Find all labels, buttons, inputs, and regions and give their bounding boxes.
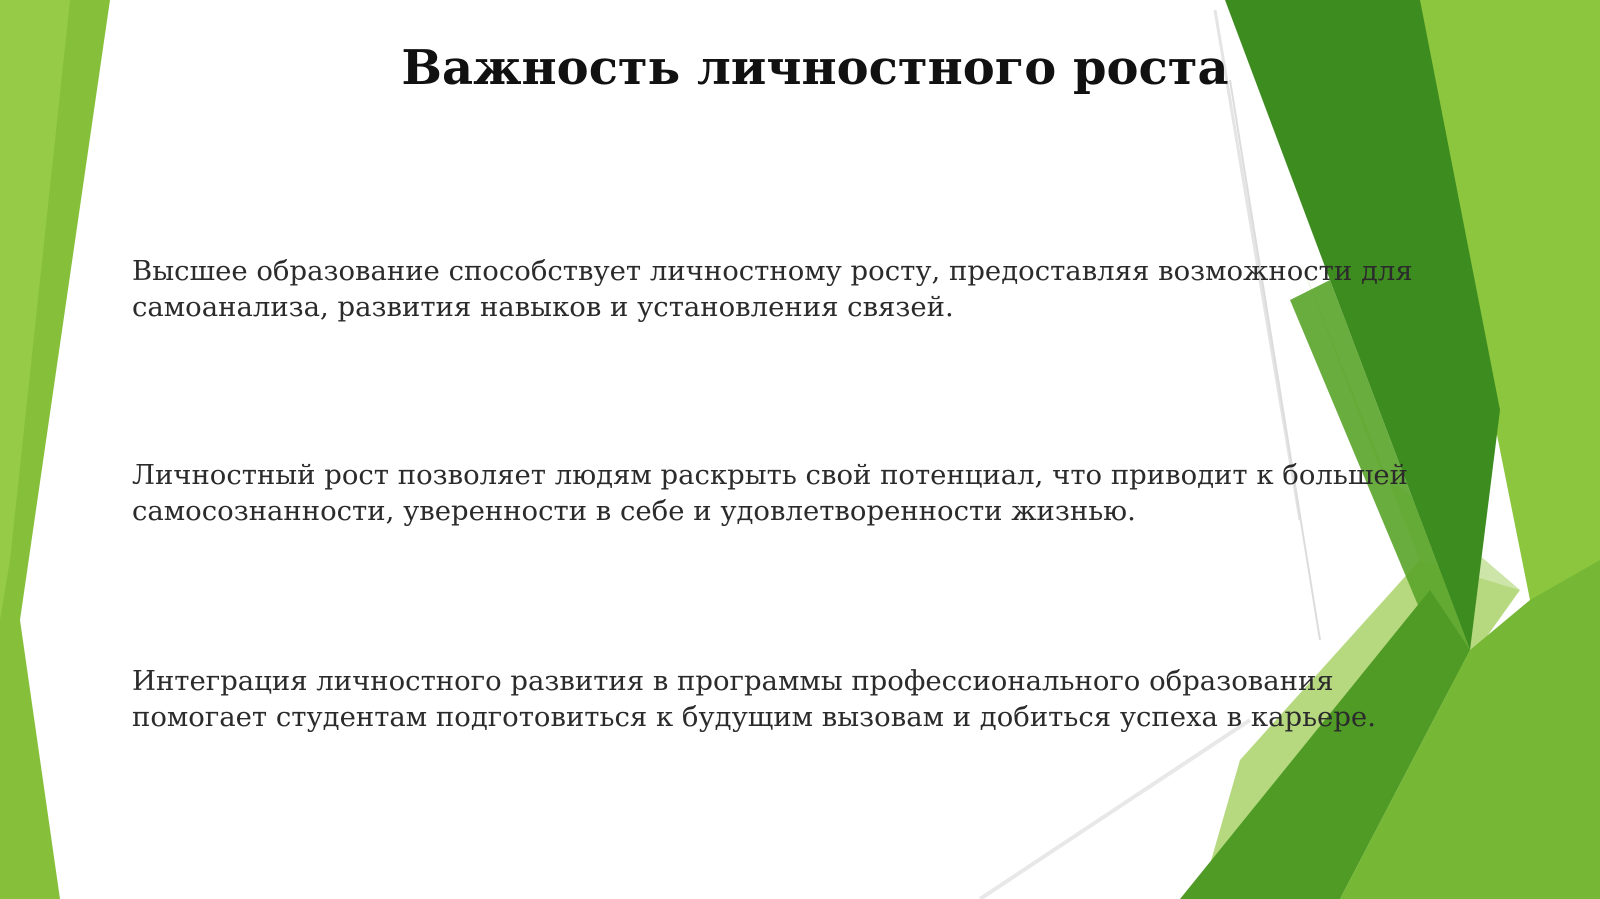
paragraph-line: Личностный рост позволяет людям раскрыть свой потенциал, что приводит к большей [132,459,1408,491]
paragraph-integration [132,663,1376,735]
paragraph-higher-education [132,253,1413,325]
paragraph-line: Интеграция личностного развития в программы профессионального образования [132,665,1334,697]
paragraph-line: самоанализа, развития навыков и установления связей. [132,291,954,323]
slide-title: Важность личностного роста [401,40,1229,96]
paragraph-line: помогает студентам подготовиться к будущим вызовам и добиться успеха в карьере. [132,701,1376,733]
paragraph-personal-growth [132,457,1408,529]
paragraph-line: Высшее образование способствует личностному росту, предоставляя возможности для [132,255,1413,287]
paragraph-line: самосознанности, уверенности в себе и удовлетворенности жизнью. [132,495,1136,527]
